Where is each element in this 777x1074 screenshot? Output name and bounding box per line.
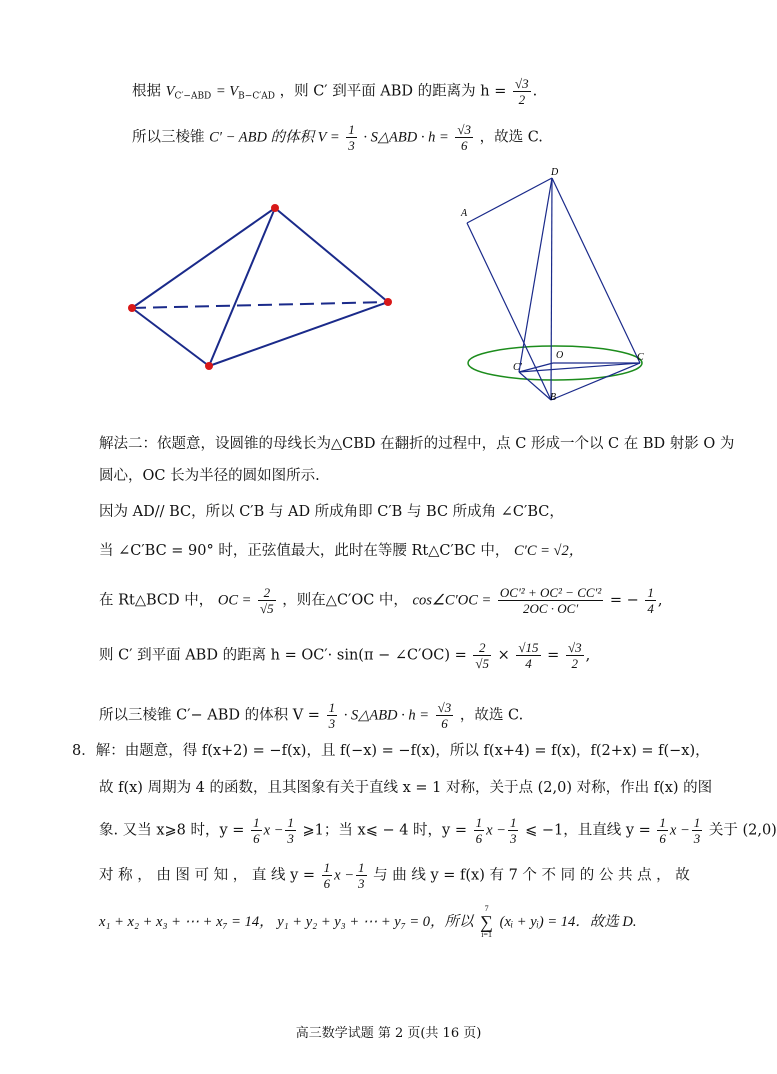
fraction-1-over-3 xyxy=(356,860,367,891)
denominator: 6 xyxy=(323,876,331,891)
numerator: 1 xyxy=(287,815,294,830)
text-segment: x − xyxy=(334,867,355,884)
edge-line xyxy=(519,178,552,372)
label-c: C xyxy=(637,352,644,363)
fraction-1-over-6 xyxy=(251,815,262,846)
sum-upper-limit: 7 xyxy=(484,904,489,913)
label-c-prime: C′ xyxy=(513,362,522,373)
fraction-sqrt3-over-6 xyxy=(455,122,473,153)
edge-line xyxy=(551,178,552,400)
text-segment: x − xyxy=(263,822,284,839)
fraction-cos-law xyxy=(498,585,603,616)
fraction-sqrt3-over-2 xyxy=(513,76,531,107)
numerator: 1 xyxy=(509,815,517,830)
edge-line xyxy=(467,223,551,400)
solution2-line-6: 则 C′ 到平面 ABD 的距离 h = OC′· sin(π − ∠C′OC) = $\frac{2}{√5}$ × $\frac{√15}{4}$ = $\frac{√3}{2}$ , xyxy=(99,640,591,671)
text-segment: C′ 到平面 ABD 的距离为 h = xyxy=(313,83,507,100)
solution2-line-3: 因为 AD// BC，所以 C′B 与 AD 所成角即 C′B 与 BC 所成角 ∠C′BC， xyxy=(99,504,564,520)
problem8-line-5 xyxy=(99,905,637,939)
denominator: 4 xyxy=(525,656,532,671)
fraction-sqrt3-over-6 xyxy=(436,700,454,731)
numerator: 1 xyxy=(253,815,260,830)
text-segment: ，故选 C. xyxy=(479,129,543,146)
tetrahedron-edges xyxy=(132,208,388,366)
denominator: 3 xyxy=(348,138,355,153)
edge-line xyxy=(552,178,640,363)
text-segment: 所以三棱锥 C′− ABD 的体积 V = xyxy=(99,707,320,724)
denominator: 2 xyxy=(571,656,578,671)
vertex-point xyxy=(384,298,392,306)
denominator: 6 xyxy=(253,831,260,846)
fraction-1-over-3 xyxy=(346,122,357,153)
text-segment: cos∠C′OC = xyxy=(412,592,492,609)
edge-line xyxy=(467,178,552,223)
solution2-line-5: 在 Rt△BCD 中， OC = $\frac{2}{√5}$ ，则在△C′OC 中， cos∠C′OC = $\frac{\text{OC′² + OC² − CC′²}}{2OC \cdot OC'}$ = − $\frac{1}{4}$ , xyxy=(99,585,663,616)
denominator: √5 xyxy=(475,656,490,671)
text-segment: 在 Rt△BCD 中， xyxy=(99,592,214,609)
solution-line-2 xyxy=(132,122,543,153)
problem8-line-3 xyxy=(99,815,777,846)
sum-lower-limit: i=1 xyxy=(481,930,492,939)
denominator: 6 xyxy=(475,831,483,846)
solution2-line-2: 圆心，OC 长为半径的圆如图所示. xyxy=(99,468,320,484)
denominator: 6 xyxy=(460,138,468,153)
numerator: √15 xyxy=(518,640,539,655)
text-segment: C′C = √2， xyxy=(513,543,584,559)
text-segment: 对 称 ， 由 图 可 知 ， 直 线 y = xyxy=(99,867,316,884)
fraction-1-over-3 xyxy=(285,815,296,846)
text-segment: x − xyxy=(486,822,506,839)
text-segment: ，则 xyxy=(279,83,309,100)
numerator: 1 xyxy=(693,815,701,830)
denominator: 4 xyxy=(647,601,654,616)
denominator: 3 xyxy=(328,716,336,731)
numerator: 1 xyxy=(659,815,666,830)
numerator: √3 xyxy=(515,76,529,91)
denominator: 2OC · OC′ xyxy=(522,601,579,616)
solution2-line-7 xyxy=(99,700,523,731)
numerator: 1 xyxy=(328,700,336,715)
label-o: O xyxy=(556,350,564,361)
numerator: 1 xyxy=(475,815,483,830)
text-segment: (xᵢ + yᵢ) = 14．故选 D. xyxy=(499,914,637,930)
text-segment: 根据 xyxy=(132,83,161,100)
numerator: 2 xyxy=(473,640,491,656)
label-b: B xyxy=(550,392,557,403)
text-segment: · S△ABD · h = xyxy=(343,707,430,724)
text-segment: ，则在△C′OC 中， xyxy=(282,592,408,609)
subscript: C′−ABD xyxy=(174,91,212,102)
text-segment: ，故选 C. xyxy=(459,707,524,724)
text-segment: 所以三棱锥 xyxy=(132,129,205,146)
fraction-1-over-4 xyxy=(645,585,656,616)
numerator: √3 xyxy=(457,122,472,137)
denominator: 3 xyxy=(358,876,365,891)
denominator: 6 xyxy=(659,831,666,846)
text-segment: C′ − ABD 的体积 V = xyxy=(209,129,340,146)
edge-line xyxy=(519,372,551,400)
vertex-point xyxy=(271,204,279,212)
subscript: B−C′AD xyxy=(238,91,275,102)
hidden-edge-dashed xyxy=(132,302,388,308)
times-sign: × xyxy=(497,647,510,664)
numerator: 1 xyxy=(348,122,355,137)
numerator: OC′² + OC² − CC′² xyxy=(499,585,602,600)
sum-sign: ∑ xyxy=(480,912,493,932)
edge-line xyxy=(275,208,388,302)
label-d: D xyxy=(551,167,559,178)
numerator: 2 xyxy=(258,585,276,601)
problem8-line-2: 故 f(x) 周期为 4 的函数，且其图象有关于直线 x = 1 对称，关于点 (2,0) 对称，作出 f(x) 的图 xyxy=(99,780,713,796)
text-segment: 当 ∠C′BC = 90° 时，正弦值最大，此时在等腰 Rt△C′BC 中， xyxy=(99,543,510,559)
fraction-2-over-sqrt5 xyxy=(258,585,276,616)
text-segment: x₁ + x₂ + x₃ + ⋯ + x₇ = 14， y₁ + y₂ + y₃ + ⋯ + y₇ = 0，所以 xyxy=(99,914,474,930)
fraction-sqrt3-over-2 xyxy=(566,640,584,671)
text-segment: ⩾1；当 x⩽ − 4 时，y = xyxy=(302,822,467,839)
denominator: 6 xyxy=(441,716,448,731)
label-a: A xyxy=(461,208,468,219)
fraction-1-over-6 xyxy=(322,860,333,891)
numerator: √3 xyxy=(567,640,582,655)
solution-line-1: 根据 $V_{C'-ABD} = V_{B-C'AD}$ ，则 C′ 到平面 ABD 的距离为 h = $\frac{√3}{2}$ . xyxy=(132,76,538,107)
denominator: 3 xyxy=(693,831,701,846)
summation-symbol xyxy=(480,905,493,939)
fraction-1-over-3 xyxy=(508,815,519,846)
text-segment: ⩽ −1，且直线 y = xyxy=(525,822,651,839)
text-segment: 象. 又当 x⩾8 时，y = xyxy=(99,822,245,839)
fraction-1-over-6 xyxy=(657,815,668,846)
fraction-1-over-6 xyxy=(474,815,485,846)
solution2-line-1: 解法二：依题意，设圆锥的母线长为△CBD 在翻折的过程中，点 C 形成一个以 C 在 BD 射影 O 为 xyxy=(99,436,735,452)
text-segment: = − xyxy=(609,592,639,609)
equals-v: = V xyxy=(215,83,239,100)
fraction-2-over-sqrt5 xyxy=(473,640,491,671)
denominator: 3 xyxy=(509,831,517,846)
denominator: √5 xyxy=(260,601,274,616)
text-segment: 关于 (2,0) xyxy=(708,822,777,839)
edge-line xyxy=(209,302,388,366)
fraction-sqrt15-over-4 xyxy=(516,640,540,671)
vertex-points xyxy=(128,204,392,370)
numerator: 1 xyxy=(358,860,365,875)
text-segment: 与 曲 线 y = f(x) 有 7 个 不 同 的 公 共 点 ， 故 xyxy=(373,867,690,884)
fraction-1-over-3 xyxy=(692,815,703,846)
edge-line xyxy=(132,308,209,366)
problem8-line-4 xyxy=(99,860,690,891)
equals-sign: = xyxy=(547,647,560,664)
page-footer: 高三数学试题 第 2 页(共 16 页) xyxy=(295,1026,482,1041)
cone-edges xyxy=(467,178,640,400)
text-segment: · S△ABD · h = xyxy=(363,129,449,146)
problem8-line-1: 8．解：由题意，得 f(x+2) = −f(x)，且 f(−x) = −f(x)，所以 f(x+4) = f(x)，f(2+x) = f(−x)， xyxy=(72,743,710,759)
volume-symbol: V xyxy=(165,83,175,100)
text-segment: x − xyxy=(669,822,690,839)
tetrahedron-figure xyxy=(110,195,410,380)
vertex-point xyxy=(205,362,213,370)
denominator: 2 xyxy=(518,92,526,107)
numerator: 1 xyxy=(647,585,654,600)
cone-figure xyxy=(455,160,655,410)
vertex-point xyxy=(128,304,136,312)
numerator: √3 xyxy=(437,700,452,715)
denominator: 3 xyxy=(287,831,294,846)
numerator: 1 xyxy=(323,860,331,875)
text-segment: OC = xyxy=(217,592,252,609)
solution2-line-4 xyxy=(99,541,583,561)
fraction-1-over-3 xyxy=(327,700,338,731)
text-segment: 则 C′ 到平面 ABD 的距离 h = OC′· sin(π − ∠C′OC) = xyxy=(99,647,467,664)
